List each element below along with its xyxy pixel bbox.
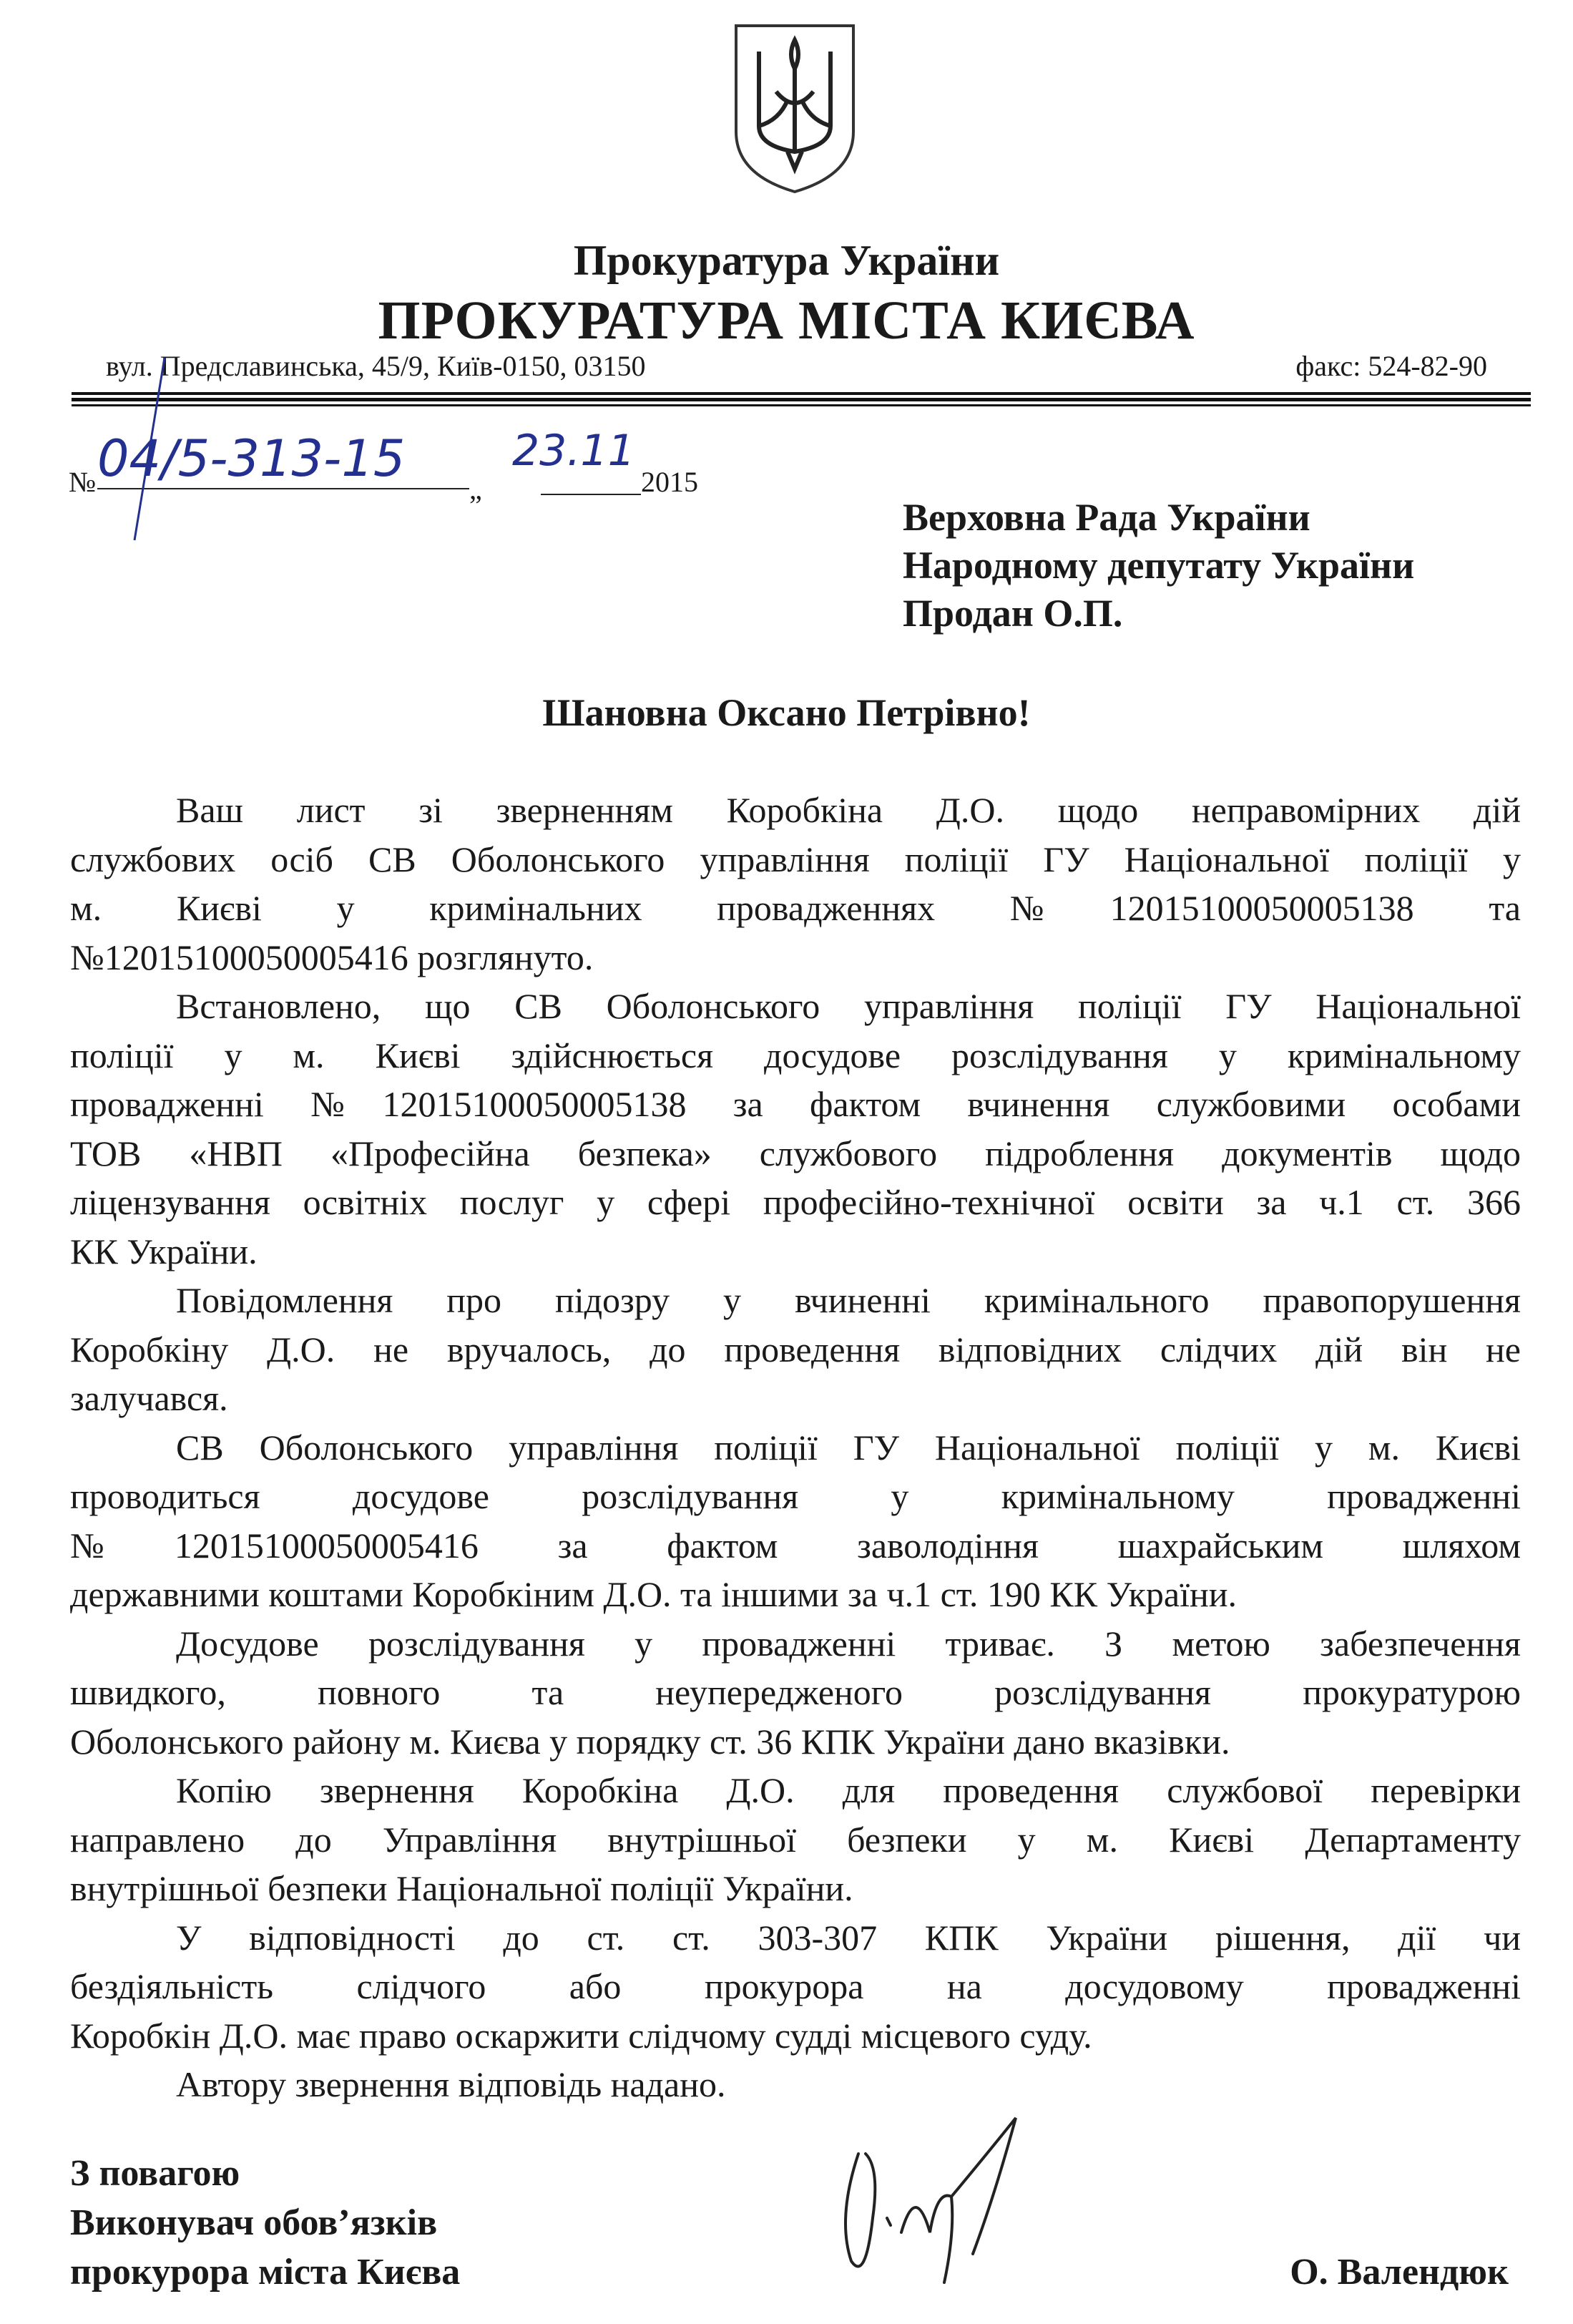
body-line: бездіяльність слідчого або прокурора на досудовому провадженні <box>70 1966 1521 2006</box>
registration-year: 2015 <box>641 466 698 498</box>
body-line: №12015100050005416 за фактом заволодіння шахрайським шляхом <box>70 1525 1521 1566</box>
body-line: ліцензування освітніх послуг у сфері професійно-технічної освіти за ч.1 ст. 366 <box>70 1182 1521 1222</box>
body-line: №12015100050005416 розглянуто. <box>70 937 594 977</box>
recipient-line: Верховна Рада України <box>903 496 1310 539</box>
closing-line: прокурора міста Києва <box>70 2252 461 2293</box>
header-divider <box>72 392 1531 395</box>
body-line: Автору звернення відповідь надано. <box>176 2064 726 2104</box>
body-line: поліції у м. Києві здійснюється досудове розслідування у кримінальному <box>70 1035 1521 1075</box>
body-line: службових осіб СВ Оболонського управління поліції ГУ Національної поліції у <box>70 839 1521 879</box>
registration-line: № 04/5-313-15 „ 23.11 2015 <box>69 426 698 505</box>
handwritten-date: 23.11 <box>512 426 635 476</box>
signatory-name: О. Валендюк <box>1290 2252 1509 2293</box>
closing-line: З повагою <box>70 2153 240 2194</box>
body-line: Оболонського району м. Києва у порядку ст. 36 КПК України дано вказівки. <box>70 1721 1230 1762</box>
body-line: швидкого, повного та неупередженого розслідування прокуратурою <box>70 1672 1521 1712</box>
handwritten-registration-number: 04/5-313-15 <box>97 429 469 489</box>
body-line: провадженні №12015100050005138 за фактом вчинення службовими особами <box>70 1084 1521 1124</box>
body-line: Копію звернення Коробкіна Д.О. для проведення службової перевірки <box>176 1770 1521 1810</box>
body-line: ТОВ «НВП «Професійна безпека» службового підроблення документів щодо <box>70 1133 1521 1173</box>
header-divider <box>72 398 1531 401</box>
body-line: СВ Оболонського управління поліції ГУ Національної поліції у м. Києві <box>176 1427 1521 1468</box>
closing-line: Виконувач обов’язків <box>70 2202 438 2243</box>
recipient-line: Продан О.П. <box>903 592 1123 635</box>
body-line: КК України. <box>70 1231 258 1271</box>
body-line: внутрішньої безпеки Національної поліції України. <box>70 1868 853 1908</box>
body-line: Ваш лист зі зверненням Коробкіна Д.О. щодо неправомірних дій <box>176 790 1521 830</box>
body-line: Встановлено, що СВ Оболонського управління поліції ГУ Національної <box>176 986 1521 1026</box>
body-line: м. Києві у кримінальних провадженнях №12015100050005138 та <box>70 888 1521 928</box>
body-line: У відповідності до ст. ст. 303-307 КПК України рішення, дії чи <box>176 1917 1521 1958</box>
body-line: проводиться досудове розслідування у кримінальному провадженні <box>70 1476 1521 1516</box>
trident-emblem-icon <box>728 20 861 197</box>
body-line: Коробкіну Д.О. не вручалось, до проведення відповідних слідчих дій він не <box>70 1329 1521 1370</box>
body-line: залучався. <box>70 1378 228 1418</box>
org-name-title: ПРОКУРАТУРА МІСТА КИЄВА <box>378 290 1195 351</box>
body-line: Коробкін Д.О. має право оскаржити слідчому судді місцевого суду. <box>70 2015 1092 2056</box>
body-line: Повідомлення про підозру у вчиненні кримінального правопорушення <box>176 1280 1521 1320</box>
body-line: направлено до Управління внутрішньої безпеки у м. Києві Департаменту <box>70 1819 1521 1860</box>
org-parent-title: Прокуратура України <box>573 237 1000 284</box>
signature-icon <box>830 2111 1059 2290</box>
greeting: Шановна Оксано Петрівно! <box>542 691 1031 734</box>
letter-body <box>70 786 1521 2109</box>
recipient-line: Народному депутату України <box>903 544 1415 587</box>
pen-stroke-icon <box>129 358 172 544</box>
number-sign: № <box>69 466 97 498</box>
org-fax: факс: 524-82-90 <box>1295 350 1487 382</box>
header-divider <box>72 404 1531 406</box>
body-line: Досудове розслідування у провадженні триває. З метою забезпечення <box>176 1623 1521 1664</box>
body-line: державними коштами Коробкіним Д.О. та іншими за ч.1 ст. 190 КК України. <box>70 1574 1237 1614</box>
org-address: вул. Предславинська, 45/9, Київ-0150, 03150 <box>106 350 646 382</box>
